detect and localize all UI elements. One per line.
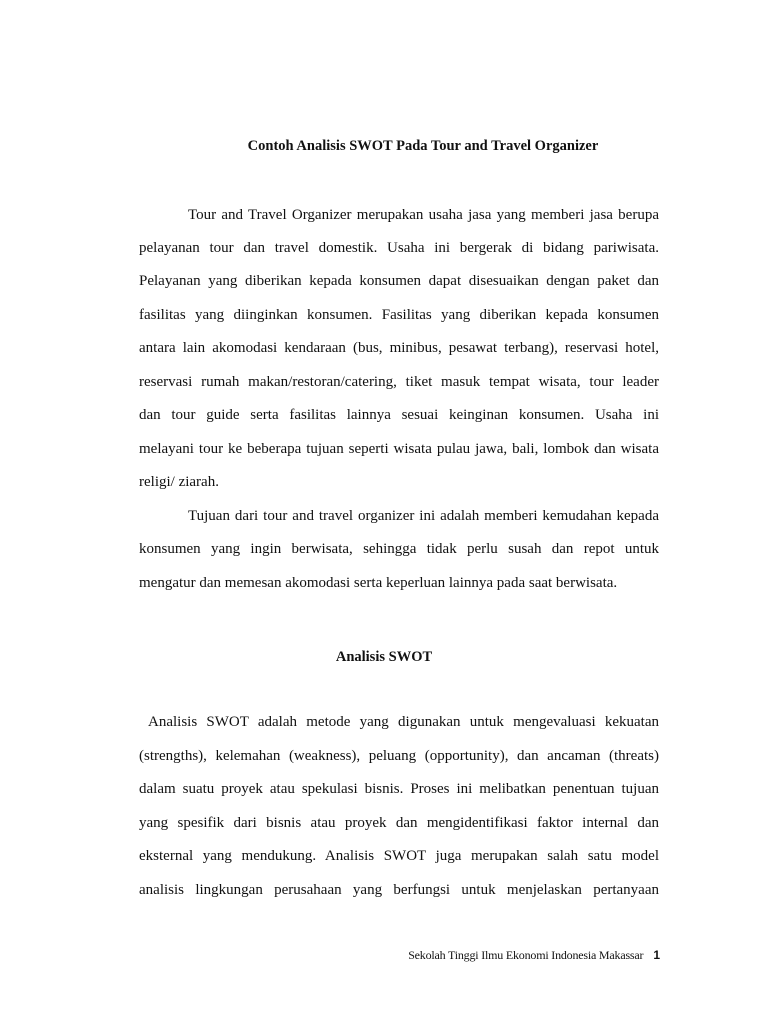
text-line: analisis lingkungan perusahaan yang berfungsi untuk menjelaskan pertanyaan	[139, 882, 659, 898]
page-footer: Sekolah Tinggi Ilmu Ekonomi Indonesia Makassar	[408, 948, 644, 962]
page-footer-bar	[408, 948, 660, 963]
text-line: konsumen yang ingin berwisata, sehingga tidak perlu susah dan repot untuk	[139, 541, 659, 557]
text-line: Pelayanan yang diberikan kepada konsumen dapat disesuaikan dengan paket dan	[139, 273, 659, 289]
text-line: melayani tour ke beberapa tujuan seperti wisata pulau jawa, bali, lombok dan wisata	[139, 441, 659, 457]
text-line: mengatur dan memesan akomodasi serta keperluan lainnya pada saat berwisata.	[139, 575, 618, 591]
document-title: Contoh Analisis SWOT Pada Tour and Travel Organizer	[247, 138, 599, 154]
text-line: (strengths), kelemahan (weakness), peluang (opportunity), dan ancaman (threats)	[139, 748, 659, 764]
text-line: antara lain akomodasi kendaraan (bus, minibus, pesawat terbang), reservasi hotel,	[139, 340, 659, 356]
text-line: Tujuan dari tour and travel organizer ini adalah memberi kemudahan kepada	[188, 508, 659, 524]
text-line: dalam suatu proyek atau spekulasi bisnis. Proses ini melibatkan penentuan tujuan	[139, 781, 659, 797]
text-line: eksternal yang mendukung. Analisis SWOT juga merupakan salah satu model	[139, 848, 659, 864]
text-line: yang spesifik dari bisnis atau proyek dan mengidentifikasi faktor internal dan	[139, 815, 659, 831]
section-heading: Analisis SWOT	[335, 649, 433, 665]
text-line: reservasi rumah makan/restoran/catering, tiket masuk tempat wisata, tour leader	[139, 374, 659, 390]
text-line: Tour and Travel Organizer merupakan usaha jasa yang memberi jasa berupa	[188, 207, 659, 223]
page-number: 1	[653, 948, 660, 962]
text-line: fasilitas yang diinginkan konsumen. Fasilitas yang diberikan kepada konsumen	[139, 307, 659, 323]
text-line: dan tour guide serta fasilitas lainnya sesuai keinginan konsumen. Usaha ini	[139, 407, 659, 423]
text-line: Analisis SWOT adalah metode yang digunakan untuk mengevaluasi kekuatan	[148, 714, 659, 730]
text-line: religi/ ziarah.	[139, 474, 219, 490]
text-line: pelayanan tour dan travel domestik. Usaha ini bergerak di bidang pariwisata.	[139, 240, 659, 256]
